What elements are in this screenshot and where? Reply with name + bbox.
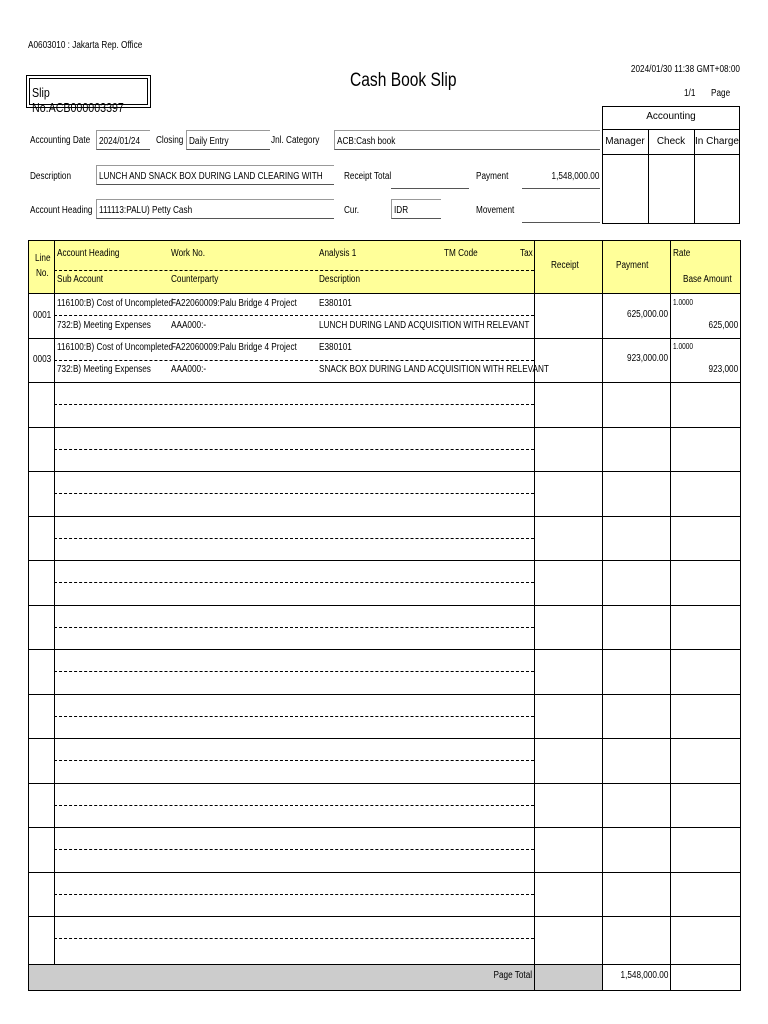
- row-divider-dashed: [54, 849, 534, 850]
- row-divider-dashed: [54, 493, 534, 494]
- row-account-heading: 116100:B) Cost of Uncompleted: [57, 298, 174, 309]
- row-divider-dashed: [54, 760, 534, 761]
- row-payment: 923,000.00: [626, 353, 668, 364]
- row-payment: 625,000.00: [626, 309, 668, 320]
- header-work-no: Work No.: [171, 248, 206, 259]
- row-divider-dashed: [54, 716, 534, 717]
- header-line: Line: [35, 253, 51, 264]
- receipt-total-label: Receipt Total: [344, 171, 392, 182]
- row-counterparty: AAA000:-: [171, 364, 207, 375]
- row-divider: [28, 783, 741, 784]
- payment-label: Payment: [476, 171, 509, 182]
- header-tax: Tax: [520, 248, 533, 259]
- row-sub-account: 732:B) Meeting Expenses: [57, 320, 151, 331]
- row-divider-dashed: [54, 582, 534, 583]
- currency-label: Cur.: [344, 205, 360, 216]
- printed-timestamp: 2024/01/30 11:38 GMT+08:00: [630, 64, 740, 75]
- row-divider: [28, 560, 741, 561]
- row-divider: [28, 827, 741, 828]
- approval-check: Check: [656, 136, 686, 147]
- row-receipt: [534, 353, 600, 364]
- header-analysis: Analysis 1: [319, 248, 357, 259]
- approval-in-charge: In Charge: [695, 136, 739, 147]
- payment-total-field: 1,548,000.00: [522, 171, 600, 189]
- row-divider: [28, 649, 741, 650]
- row-account-heading: 116100:B) Cost of Uncompleted: [57, 342, 174, 353]
- page-total-label: Page Total: [493, 970, 532, 981]
- row-counterparty: AAA000:-: [171, 320, 207, 331]
- header-rate: Rate: [673, 248, 691, 259]
- movement-field: [522, 205, 600, 223]
- row-line-no: 0003: [33, 354, 52, 365]
- row-receipt: [534, 309, 600, 320]
- row-description: SNACK BOX DURING LAND ACQUISITION WITH RELEVANT: [319, 364, 549, 375]
- row-divider: [28, 516, 741, 517]
- page-title: Cash Book Slip: [350, 70, 457, 91]
- accounting-date-field: 2024/01/24: [96, 130, 150, 150]
- header-sub-account: Sub Account: [57, 274, 104, 285]
- page-total-receipt: [534, 970, 600, 981]
- currency-field: IDR: [391, 199, 441, 219]
- description-field: LUNCH AND SNACK BOX DURING LAND CLEARING WITH: [96, 165, 334, 185]
- row-divider: [28, 427, 741, 428]
- account-heading-field: 111113:PALU) Petty Cash: [96, 199, 334, 219]
- row-work-no: FA22060009:Palu Bridge 4 Project: [171, 298, 297, 309]
- row-sub-account: 732:B) Meeting Expenses: [57, 364, 151, 375]
- header-receipt: Receipt: [551, 260, 579, 271]
- page-number: 1/1: [684, 88, 696, 99]
- row-divider: [28, 338, 741, 339]
- closing-label: Closing: [156, 135, 184, 146]
- receipt-total-field: [391, 171, 469, 189]
- row-divider: [28, 694, 741, 695]
- header-account-heading: Account Heading: [57, 248, 120, 259]
- page-total-payment: 1,548,000.00: [620, 970, 668, 981]
- slip-number-box: [26, 75, 151, 115]
- office-name: A0603010 : Jakarta Rep. Office: [28, 40, 143, 51]
- row-divider: [28, 382, 741, 383]
- slip-number: Slip No.ACB000003397: [32, 85, 124, 115]
- row-divider-dashed: [54, 315, 534, 316]
- row-divider: [28, 916, 741, 917]
- row-analysis: E380101: [319, 342, 352, 353]
- row-divider-dashed: [54, 360, 534, 361]
- header-no: No.: [36, 268, 49, 279]
- row-line-no: 0001: [33, 310, 52, 321]
- movement-label: Movement: [476, 205, 515, 216]
- approval-header: Accounting: [646, 111, 696, 122]
- header-base-amount: Base Amount: [683, 274, 732, 285]
- row-divider: [28, 471, 741, 472]
- jnl-category-label: Jnl. Category: [271, 135, 320, 146]
- row-description: LUNCH DURING LAND ACQUISITION WITH RELEVANT: [319, 320, 530, 331]
- row-base-amount: 923,000: [708, 364, 738, 375]
- jnl-category-field: ACB:Cash book: [334, 130, 600, 150]
- row-divider-dashed: [54, 627, 534, 628]
- row-divider-dashed: [54, 404, 534, 405]
- row-divider-dashed: [54, 894, 534, 895]
- row-work-no: FA22060009:Palu Bridge 4 Project: [171, 342, 297, 353]
- row-base-amount: 625,000: [708, 320, 738, 331]
- row-divider-dashed: [54, 538, 534, 539]
- row-divider-dashed: [54, 449, 534, 450]
- row-divider-dashed: [54, 671, 534, 672]
- row-analysis: E380101: [319, 298, 352, 309]
- row-divider-dashed: [54, 805, 534, 806]
- row-divider: [28, 872, 741, 873]
- row-rate: 1.0000: [673, 298, 694, 307]
- account-heading-label: Account Heading: [30, 205, 93, 216]
- page-label: Page: [711, 88, 731, 99]
- description-label: Description: [30, 171, 72, 182]
- closing-field: Daily Entry: [186, 130, 270, 150]
- row-divider: [28, 738, 741, 739]
- row-divider-dashed: [54, 938, 534, 939]
- row-rate: 1.0000: [673, 342, 694, 351]
- header-payment: Payment: [616, 260, 649, 271]
- approval-manager: Manager: [605, 136, 645, 147]
- accounting-date-label: Accounting Date: [30, 135, 91, 146]
- header-description: Description: [319, 274, 361, 285]
- header-tm-code: TM Code: [444, 248, 478, 259]
- approval-box: [602, 106, 740, 224]
- header-counterparty: Counterparty: [171, 274, 219, 285]
- row-divider: [28, 605, 741, 606]
